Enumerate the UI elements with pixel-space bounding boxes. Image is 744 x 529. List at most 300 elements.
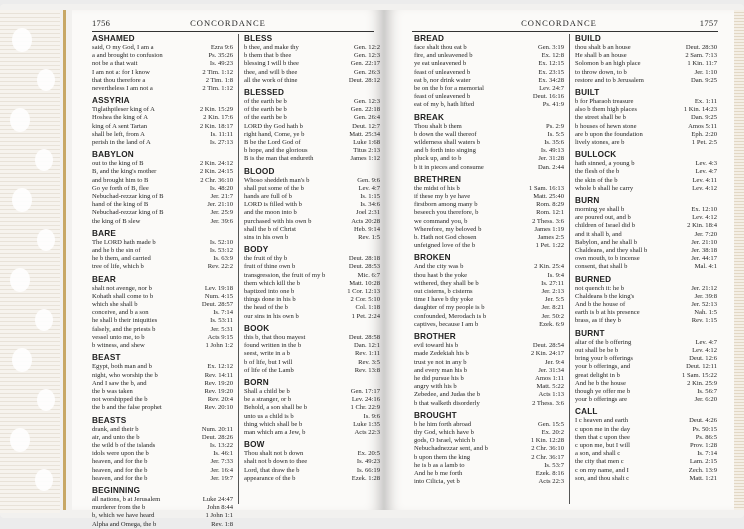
verse-snippet: the city that men c [575, 458, 624, 466]
verse-snippet: captives, because I am b [414, 320, 479, 328]
verse-snippet: that thou therefore a [92, 76, 146, 84]
verse-snippet: LORD is filled with b [244, 201, 302, 209]
verse-snippet: thou hast b the yoke [414, 271, 468, 279]
scripture-reference: Jer. 21:7 [210, 193, 233, 201]
verse-snippet: eat of my b, hath lifted [414, 101, 475, 109]
verse-snippet: the street shall be b [575, 114, 626, 122]
page-number-left: 1756 [92, 18, 111, 28]
scripture-reference: Is. 63:9 [213, 255, 233, 263]
concordance-entry [92, 353, 233, 412]
entry-line [92, 426, 233, 434]
entry-line [244, 123, 380, 131]
verse-snippet: said, O my God, I am a [92, 44, 154, 51]
entry-line [575, 426, 717, 434]
verse-snippet: the skin of the b [575, 176, 618, 184]
verse-snippet: Hoshea the king of A [92, 114, 149, 122]
entry-line [244, 234, 380, 242]
scripture-reference: Deut. 28:53 [348, 263, 380, 271]
scripture-reference: Ps. 41:9 [542, 101, 564, 109]
entry-line [414, 44, 564, 52]
verse-snippet: eat b, nor drink water [414, 76, 471, 84]
scripture-reference: 2 Kin. 24:12 [199, 160, 233, 168]
verse-snippet: And I saw the b, and [92, 379, 147, 387]
verse-snippet: perish in the land of A [92, 139, 151, 147]
verse-snippet: your b offerings, and [575, 363, 631, 371]
verse-snippet: king of A sent Tartan [92, 122, 148, 130]
scripture-reference: Rev. 22:2 [207, 263, 233, 271]
verse-snippet: shall the b of Christ [244, 225, 297, 233]
verse-snippet: son, and thou shalt c [575, 474, 630, 482]
scripture-reference: Is. 9:6 [363, 412, 380, 420]
entry-line [244, 296, 380, 304]
verse-snippet: Whoso sheddeth man's b [244, 176, 310, 184]
scripture-reference: Rev. 14:11 [204, 371, 233, 379]
page-edges-left [0, 10, 60, 513]
verse-snippet: are b upon the foundation [575, 130, 643, 138]
scripture-reference: Jer. 21:10 [691, 238, 717, 246]
entry-line [414, 429, 564, 437]
verse-snippet: and brought him to B [92, 176, 149, 184]
entry-line [575, 355, 717, 363]
verse-snippet: found written in the b [244, 342, 302, 350]
verse-snippet: Nebuchadnezzar sent, and b [414, 445, 488, 453]
verse-snippet: b thee, and make thy [244, 44, 299, 51]
entry-line [92, 193, 233, 201]
edge-dot-pattern [0, 10, 60, 513]
scripture-reference: Lev. 4:12 [692, 184, 717, 192]
scripture-reference: Jer. 25:9 [210, 209, 233, 217]
entry-line [414, 69, 564, 77]
entry-line [244, 52, 380, 60]
scripture-reference: Ex. 34:28 [538, 76, 564, 84]
verse-snippet: nevertheless I am not a [92, 85, 153, 93]
verse-snippet: Alpha and Omega, the b [92, 520, 157, 528]
entry-headword: BRETHREN [414, 174, 462, 184]
entry-line [414, 296, 564, 304]
scripture-reference: Is. 11:11 [210, 130, 233, 138]
scripture-reference: Gen. 22:18 [350, 106, 380, 114]
verse-snippet: Behold, a son shall be b [244, 404, 307, 412]
entry-line [244, 388, 380, 396]
entry-headword: BROKEN [414, 253, 451, 263]
entry-headword: BEAR [92, 274, 116, 284]
verse-snippet: And he b me forth [414, 469, 463, 477]
verse-snippet: b, which we have heard [92, 512, 155, 520]
entry-line [92, 309, 233, 317]
scripture-reference: 2 Tim. 1:12 [202, 68, 233, 76]
verse-snippet: a son, and shall c [575, 450, 621, 458]
scripture-reference: Ex. 12:8 [541, 52, 564, 60]
verse-snippet: falsely, and the priests b [92, 325, 156, 333]
entry-line [414, 52, 564, 60]
entry-line [414, 60, 564, 68]
entry-line [414, 391, 564, 399]
entry-line [244, 304, 380, 312]
entry-line [244, 475, 380, 483]
scripture-reference: Jer. 2:13 [541, 288, 564, 296]
entry-line [414, 288, 564, 296]
verse-snippet: shalt not b down to thee [244, 458, 308, 466]
scripture-reference: Is. 7:14 [213, 309, 233, 317]
concordance-column [414, 34, 567, 504]
verse-snippet: c on my name, and I [575, 466, 629, 474]
verse-snippet: heaven, and for the b [92, 458, 148, 466]
entry-line [244, 467, 380, 475]
verse-snippet: Chaldeans, and they shall b [575, 247, 648, 255]
scripture-reference: 2 Sam. 7:13 [685, 52, 717, 60]
verse-snippet: the b and the false prophet [92, 404, 162, 412]
concordance-entry [244, 440, 380, 483]
scripture-reference: Lev. 24:7 [539, 85, 564, 93]
entry-line [92, 372, 233, 380]
concordance-entry [575, 150, 717, 193]
verse-snippet: hath sinned, a young b [575, 160, 635, 168]
verse-snippet: he shall b their iniquities [92, 317, 158, 325]
verse-snippet: earth is b at his presence [575, 309, 640, 317]
verse-snippet: brass, as if they b [575, 317, 621, 325]
entry-line [575, 293, 717, 301]
header-rule [412, 31, 718, 32]
verse-snippet: tree of life, which b [92, 263, 144, 271]
verse-snippet: of the earth be b [244, 106, 287, 114]
concordance-entry [92, 416, 233, 483]
entry-line [244, 139, 380, 147]
verse-snippet: conceive, and b a son [92, 309, 149, 317]
verse-snippet: man which am a Jew, b [244, 428, 306, 436]
entry-line [414, 313, 564, 321]
entry-line [92, 177, 233, 185]
verse-snippet: b that walketh disorderly [414, 399, 480, 407]
entry-headword: BABYLON [92, 150, 134, 160]
scripture-reference: John 8:44 [207, 504, 233, 512]
verse-snippet: of the earth be b [244, 98, 287, 106]
entry-line [92, 521, 233, 529]
scripture-reference: Deut. 28:58 [348, 333, 380, 341]
scripture-reference: Amos 1:11 [535, 374, 564, 382]
entry-line [244, 334, 380, 342]
entry-line [414, 77, 564, 85]
scripture-reference: Mal. 4:1 [694, 263, 717, 271]
scripture-reference: Matt. 25:40 [533, 193, 564, 201]
verse-snippet: Zebedee, and Judas the b [414, 391, 481, 399]
verse-snippet: heaven, and for the b [92, 466, 148, 474]
entry-line [575, 458, 717, 466]
verse-snippet: children of Israel did b [575, 222, 636, 230]
verse-snippet: a and brought to confusion [92, 52, 163, 60]
verse-snippet: b he him forth abroad [414, 420, 472, 428]
verse-snippet: out shall be be b [575, 346, 619, 354]
scripture-reference: Rev. 1:8 [211, 520, 233, 528]
scripture-reference: Dan. 12:1 [353, 342, 380, 350]
scripture-reference: 2 Chr. 36:17 [531, 453, 564, 461]
entry-line [92, 69, 233, 77]
entry-line [244, 413, 380, 421]
entry-line [575, 317, 717, 325]
scripture-reference: Ps. 86:5 [695, 433, 717, 441]
scripture-reference: Jer. 50:2 [541, 312, 564, 320]
entry-line [575, 160, 717, 168]
scripture-reference: Matt. 1:21 [689, 474, 717, 482]
scripture-reference: 1 Kin. 11:7 [687, 60, 717, 68]
entry-line [244, 106, 380, 114]
verse-snippet: them which kill the b [244, 279, 301, 287]
concordance-entry [92, 96, 233, 147]
verse-snippet: not worshipped the b [92, 396, 148, 404]
scripture-reference: Acts 1:13 [538, 391, 564, 399]
verse-snippet: out cisterns, b cisterns [414, 288, 473, 296]
entry-line [92, 218, 233, 226]
scripture-reference: Ex. 12:10 [691, 206, 717, 214]
scripture-reference: Jer. 5:5 [544, 296, 564, 304]
verse-snippet: appearance of the b [244, 474, 296, 482]
entry-line [244, 226, 380, 234]
verse-snippet: be a stranger, or b [244, 396, 292, 404]
entry-line [244, 288, 380, 296]
entry-line [575, 231, 717, 239]
verse-snippet: b down the wall thereof [414, 130, 477, 138]
verse-snippet: the fruit of thy b [244, 255, 288, 263]
scripture-reference: Jer. 52:13 [691, 301, 717, 309]
scripture-reference: Num. 4:15 [204, 292, 233, 300]
entry-line [414, 421, 564, 429]
entry-line [414, 478, 564, 486]
scripture-reference: Jer. 39:8 [694, 292, 717, 300]
scripture-reference: Matt. 5:22 [536, 383, 564, 391]
verse-snippet: b upon them the king [414, 453, 471, 461]
entry-line [575, 214, 717, 222]
scripture-reference: Lev. 4:12 [692, 214, 717, 222]
verse-snippet: Nebuchad-rezzar king of B [92, 193, 164, 201]
entry-line [414, 131, 564, 139]
entry-line [575, 222, 717, 230]
entry-headword: BODY [244, 245, 269, 255]
entry-line [92, 404, 233, 412]
entry-line [244, 147, 380, 155]
verse-snippet: Egypt, both man and b [92, 363, 152, 371]
concordance-entry [575, 275, 717, 326]
entry-line [92, 380, 233, 388]
entry-line [575, 434, 717, 442]
scripture-reference: Luke 1:35 [353, 420, 380, 428]
scripture-reference: Deut. 28:18 [348, 255, 380, 263]
scripture-reference: Acts 20:28 [351, 217, 380, 225]
verse-snippet: all nations, b at Jerusalem [92, 495, 161, 503]
scripture-reference: Dan. 9:25 [690, 114, 717, 122]
entry-line [244, 177, 380, 185]
entry-headword: BURNED [575, 274, 612, 284]
concordance-entry [575, 407, 717, 483]
concordance-entry [244, 245, 380, 321]
entry-line [414, 147, 564, 155]
entry-headword: BUILD [575, 34, 602, 43]
scripture-reference: Rev. 20:4 [207, 396, 233, 404]
scripture-reference: 2 Chr. 36:10 [200, 176, 233, 184]
scripture-reference: Deut. 16:16 [532, 93, 564, 101]
verse-snippet: heaven, and for the b [92, 474, 148, 482]
scripture-reference: Matt. 10:28 [349, 279, 380, 287]
entry-line [244, 396, 380, 404]
verse-snippet: withered, they shall be b [414, 279, 479, 287]
page-number-right: 1757 [699, 18, 718, 28]
scripture-reference: Ex. 23:15 [538, 68, 564, 76]
entry-line [244, 218, 380, 226]
entry-line [414, 359, 564, 367]
verse-snippet: and he b the sin of [92, 247, 141, 255]
entry-line [92, 263, 233, 271]
verse-snippet: Thou shalt b them [414, 122, 462, 130]
entry-headword: BLESS [244, 34, 273, 43]
scripture-reference: Deut. 12:7 [352, 122, 380, 130]
verse-snippet: also b them high places [575, 106, 637, 114]
entry-line [414, 367, 564, 375]
concordance-column [92, 34, 236, 528]
scripture-reference: James 2:5 [537, 234, 564, 242]
entry-headword: BEGINNING [92, 485, 141, 495]
concordance-entry [414, 34, 564, 110]
entry-headword: BEASTS [92, 415, 127, 425]
scripture-reference: Is. 1:15 [360, 193, 380, 201]
concordance-entry [414, 113, 564, 172]
scripture-reference: 2 Kin. 24:17 [530, 350, 564, 358]
entry-line [92, 396, 233, 404]
scripture-reference: Is. 35:6 [544, 139, 564, 147]
entry-line [92, 60, 233, 68]
concordance-entry [92, 150, 233, 226]
verse-snippet: we command you, b [414, 217, 468, 225]
verse-snippet: Chaldeans b the king's [575, 292, 635, 300]
scripture-reference: Gen. 9:6 [357, 176, 380, 184]
concordance-entry [244, 167, 380, 243]
scripture-reference: Gen. 22:17 [350, 60, 380, 68]
scripture-reference: 1 Pet. 2:24 [351, 312, 380, 320]
scripture-reference: Is. 53:11 [210, 317, 233, 325]
verse-snippet: b them that b thee [244, 52, 292, 60]
verse-snippet: Kohath shall come to b [92, 292, 154, 300]
scripture-reference: 2 Kin. 25:4 [534, 263, 564, 271]
entry-line [575, 185, 717, 193]
verse-snippet: out to the king of B [92, 160, 144, 168]
entry-line [92, 114, 233, 122]
scripture-reference: 1 Kin. 14:23 [683, 106, 717, 114]
scripture-reference: Jer. 1:10 [694, 68, 717, 76]
scripture-reference: Is. 34:6 [360, 201, 380, 209]
scripture-reference: 2 Kin. 18:17 [199, 122, 233, 130]
entry-line [244, 185, 380, 193]
verse-snippet: Solomon b an high place [575, 60, 641, 68]
entry-line [92, 131, 233, 139]
entry-line [575, 44, 717, 52]
concordance-entry [92, 229, 233, 272]
verse-snippet: ye eat unleavened b [414, 60, 467, 68]
entry-headword: BURN [575, 196, 600, 206]
verse-snippet: own mouth, to b incense [575, 255, 640, 263]
verse-snippet: time I have b thy yoke [414, 296, 474, 304]
entry-line [414, 155, 564, 163]
verse-snippet: unto us a child is b [244, 412, 294, 420]
entry-line [575, 396, 717, 404]
scripture-reference: Ezek. 6:9 [539, 320, 564, 328]
verse-snippet: Go ye forth of B, flee [92, 184, 149, 192]
entry-line [244, 77, 380, 85]
concordance-entry [92, 486, 233, 529]
entry-line [414, 375, 564, 383]
scripture-reference: Gen. 12:2 [353, 44, 380, 51]
header-rule [92, 31, 374, 32]
scripture-reference: Is. 53:7 [544, 461, 564, 469]
verse-snippet: shalt not avenge, nor b [92, 284, 152, 292]
entry-line [244, 342, 380, 350]
scripture-reference: Ps. 35:26 [208, 52, 233, 60]
entry-line [414, 209, 564, 217]
verse-snippet: confounded, Merodach is b [414, 312, 487, 320]
verse-snippet: firstborn among many b [414, 201, 478, 209]
concordance-entry [414, 411, 564, 487]
entry-line [244, 114, 380, 122]
entry-line [244, 359, 380, 367]
verse-snippet: evil toward his b [414, 342, 459, 350]
verse-snippet: night, who worship the b [92, 371, 158, 379]
verse-snippet: c upon me in the day [575, 425, 631, 433]
entry-line [575, 123, 717, 131]
entry-line [575, 52, 717, 60]
verse-snippet: blessing I will b thee [244, 60, 299, 68]
entry-line [92, 467, 233, 475]
scripture-reference: Deut. 28:30 [685, 44, 717, 51]
verse-snippet: and the moon into b [244, 209, 297, 217]
entry-line [92, 342, 233, 350]
scripture-reference: 1 Pet. 2:5 [691, 139, 717, 147]
entry-line [92, 504, 233, 512]
entry-line [414, 383, 564, 391]
scripture-reference: Is. 13:22 [209, 441, 233, 449]
verse-snippet: trust ye not in any b [414, 358, 467, 366]
scripture-reference: Deut. 12:11 [686, 363, 717, 371]
scripture-reference: Deut. 4:26 [689, 417, 717, 425]
entry-line [244, 209, 380, 217]
verse-snippet: vessel unto me, to b [92, 333, 145, 341]
verse-snippet: And b the house of [575, 301, 626, 309]
entry-line [92, 434, 233, 442]
verse-snippet: The LORD hath made b [92, 238, 156, 246]
entry-line [244, 429, 380, 437]
entry-headword: BEAST [92, 353, 121, 363]
scripture-reference: Lev. 19:18 [204, 284, 233, 292]
entry-line [414, 123, 564, 131]
scripture-reference: Rev. 1:5 [358, 234, 380, 242]
scripture-reference: Matt. 25:34 [349, 130, 380, 138]
entry-line [92, 52, 233, 60]
scripture-reference: 2 Tim. 1:12 [202, 85, 233, 93]
entry-line [414, 164, 564, 172]
verse-snippet: I c heaven and earth [575, 417, 629, 425]
entry-line [244, 421, 380, 429]
verse-snippet: Thou shalt not b down [244, 450, 304, 458]
verse-snippet: murderer from the b [92, 504, 146, 512]
concordance-entry [414, 253, 564, 329]
concordance-entry [575, 88, 717, 147]
scripture-reference: Is. 52:10 [209, 238, 233, 246]
entry-line [414, 321, 564, 329]
scripture-reference: Ex. 1:11 [694, 98, 717, 106]
scripture-reference: James 1:12 [350, 155, 380, 163]
right-page [384, 10, 734, 510]
scripture-reference: Rev. 1:15 [691, 317, 717, 325]
entry-line [244, 450, 380, 458]
entry-headword: BULLOCK [575, 150, 617, 160]
verse-snippet: which she shall b [92, 301, 138, 309]
entry-headword: BREAD [414, 34, 445, 43]
verse-snippet: thou shalt b an house [575, 44, 631, 51]
